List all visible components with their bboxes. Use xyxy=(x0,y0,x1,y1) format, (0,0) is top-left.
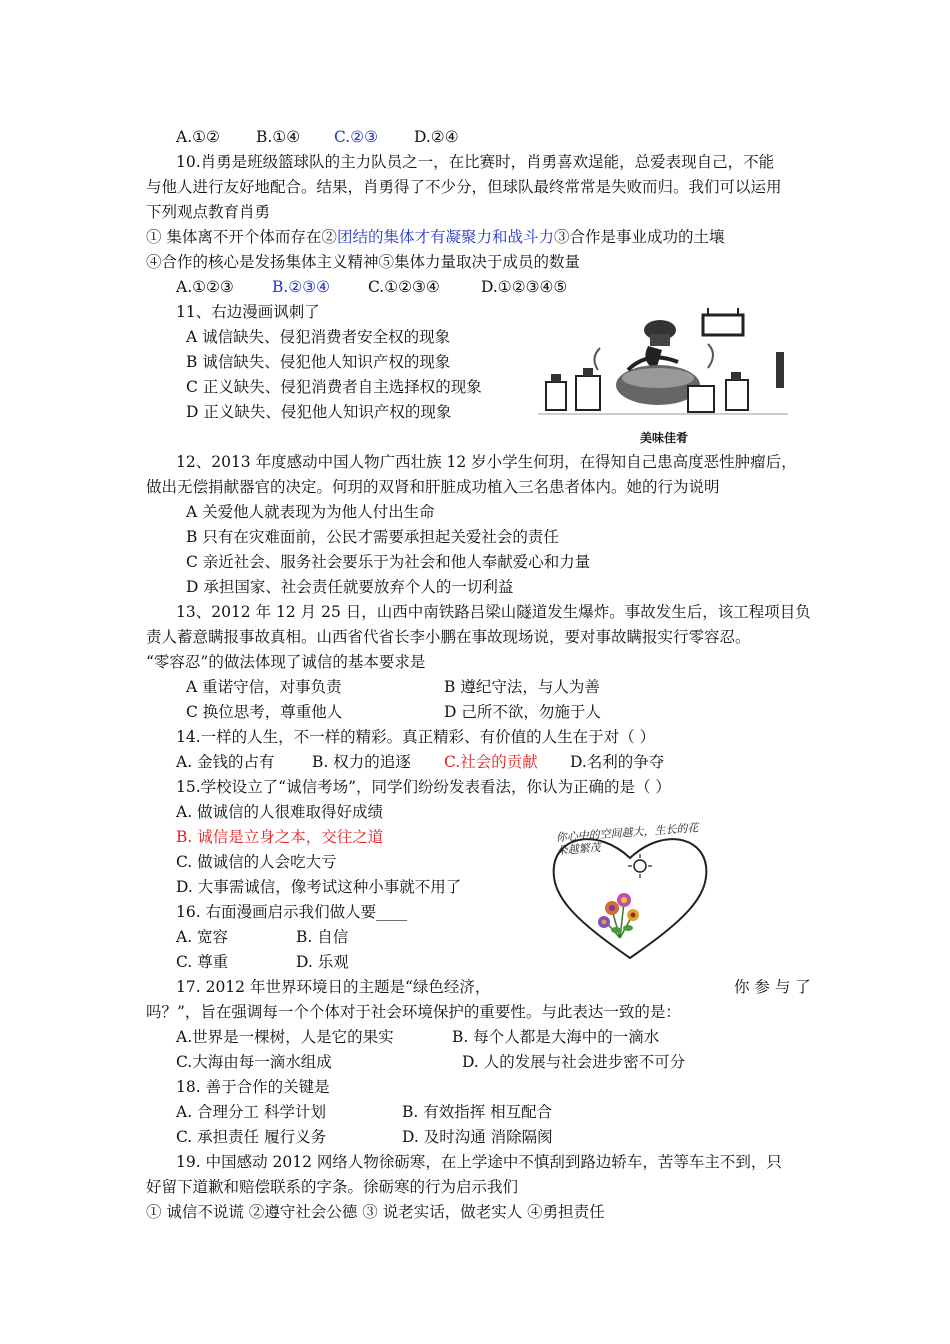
q9-option-b: B.①④ xyxy=(256,128,301,146)
q15-option-c: C. 做诚信的人会吃大亏 xyxy=(176,853,337,871)
q14-option-b: B. 权力的追逐 xyxy=(312,753,411,771)
q15-option-b: B. 诚信是立身之本，交往之道 xyxy=(176,828,384,846)
q17-stem-line1b: 你 参 与 了 xyxy=(734,978,811,996)
q16-cartoon-text: 你心中的空间越大，生长的花朵越繁茂 xyxy=(555,821,699,858)
q12-option-b: B 只有在灾难面前，公民才需要承担起关爱社会的责任 xyxy=(186,528,559,546)
q14-stem: 14.一样的人生，不一样的精彩。真正精彩、有价值的人生在于对（ ） xyxy=(176,728,656,746)
q13-option-c: C 换位思考，尊重他人 xyxy=(186,703,343,721)
q16-option-a: A. 宽容 xyxy=(176,928,229,946)
q12-option-c: C 亲近社会、服务社会要乐于为社会和他人奉献爱心和力量 xyxy=(186,553,591,571)
q19-stem-line2: 好留下道歉和赔偿联系的字条。徐砺寒的行为启示我们 xyxy=(146,1178,519,1196)
q9-option-d: D.②④ xyxy=(414,128,459,146)
q11-cartoon-image xyxy=(538,300,788,425)
q10-statement-3: ③合作是事业成功的土壤 xyxy=(553,228,725,246)
q14-option-c: C.社会的贡献 xyxy=(444,753,538,771)
q10-option-a: A.①②③ xyxy=(176,278,234,296)
q14-option-a: A. 金钱的占有 xyxy=(176,753,275,771)
q11-option-d: D 正义缺失、侵犯他人知识产权的现象 xyxy=(186,403,452,421)
q13-stem-line2: 责人蓄意瞒报事故真相。山西省代省长李小鹏在事故现场说，要对事故瞒报实行零容忍。 xyxy=(146,628,751,646)
q18-stem: 18. 善于合作的关键是 xyxy=(176,1078,330,1096)
q16-answer-blank: ____ xyxy=(376,903,408,921)
q10-option-b: B.②③④ xyxy=(272,278,331,296)
q10-statement-line1 xyxy=(146,227,724,247)
q17-stem-line2: 吗？”，旨在强调每一个个体对于社会环境保护的重要性。与此表达一致的是： xyxy=(146,1003,681,1021)
q12-option-d: D 承担国家、社会责任就要放弃个人的一切利益 xyxy=(186,578,514,596)
q10-statement-line2: ④合作的核心是发扬集体主义精神⑤集体力量取决于成员的数量 xyxy=(146,253,581,271)
q12-stem-line1: 12、2013 年度感动中国人物广西壮族 12 岁小学生何玥，在得知自己患高度恶性肿瘤后， xyxy=(176,453,797,471)
q10-stem-line3: 下列观点教育肖勇 xyxy=(146,203,271,221)
q18-option-b: B. 有效指挥 相互配合 xyxy=(402,1103,553,1121)
q13-option-a: A 重诺守信，对事负责 xyxy=(186,678,342,696)
q11-option-a: A 诚信缺失、侵犯消费者安全权的现象 xyxy=(186,328,451,346)
q19-stem-line1: 19. 中国感动 2012 网络人物徐砺寒，在上学途中不慎刮到路边轿车，苦等车主不到，只 xyxy=(176,1153,782,1171)
q10-statement-1: ① 集体离不开个体而存在② xyxy=(146,228,337,246)
q10-stem-line2: 与他人进行友好地配合。结果，肖勇得了不少分，但球队最终常常是失败而归。我们可以运用 xyxy=(146,178,782,196)
q10-stem-line1: 10.肖勇是班级篮球队的主力队员之一，在比赛时，肖勇喜欢逞能，总爱表现自己，不能 xyxy=(176,153,775,171)
q13-option-d: D 己所不欲，勿施于人 xyxy=(444,703,601,721)
q15-option-a: A. 做诚信的人很难取得好成绩 xyxy=(176,803,384,821)
q10-option-c: C.①②③④ xyxy=(368,278,440,296)
q12-option-a: A 关爱他人就表现为为他人付出生命 xyxy=(186,503,435,521)
q18-option-c: C. 承担责任 履行义务 xyxy=(176,1128,327,1146)
q11-stem: 11、右边漫画讽刺了 xyxy=(176,303,320,321)
q11-option-c: C 正义缺失、侵犯消费者自主选择权的现象 xyxy=(186,378,482,396)
q11-option-b: B 诚信缺失、侵犯他人知识产权的现象 xyxy=(186,353,451,371)
q9-option-c: C.②③ xyxy=(334,128,379,146)
q10-option-d: D.①②③④⑤ xyxy=(481,278,568,296)
q17-stem-line1a: 17. 2012 年世界环境日的主题是“绿色经济， xyxy=(176,978,491,996)
q13-stem-line1: 13、2012 年 12 月 25 日，山西中南铁路吕梁山隧道发生爆炸。事故发生后，该工程项目负 xyxy=(176,603,811,621)
q18-option-a: A. 合理分工 科学计划 xyxy=(176,1103,326,1121)
q14-option-d: D.名利的争夺 xyxy=(570,753,665,771)
q16-option-c: C. 尊重 xyxy=(176,953,229,971)
q15-stem: 15.学校设立了“诚信考场”，同学们纷纷发表看法，你认为正确的是（ ） xyxy=(176,778,671,796)
q17-option-a: A.世界是一棵树，人是它的果实 xyxy=(176,1028,394,1046)
q19-statements: ① 诚信不说谎 ②遵守社会公德 ③ 说老实话，做老实人 ④勇担责任 xyxy=(146,1203,605,1221)
q13-stem-line3: “零容忍”的做法体现了诚信的基本要求是 xyxy=(146,653,426,671)
q15-option-d: D. 大事需诚信，像考试这种小事就不用了 xyxy=(176,878,462,896)
q16-option-b: B. 自信 xyxy=(296,928,349,946)
q16-stem-text: 16. 右面漫画启示我们做人要 xyxy=(176,903,377,921)
q12-stem-line2: 做出无偿捐献器官的决定。何玥的双肾和肝脏成功植入三名患者体内。她的行为说明 xyxy=(146,478,720,496)
q10-statement-2: 团结的集体才有凝聚力和战斗力 xyxy=(336,228,554,246)
q18-option-d: D. 及时沟通 消除隔阂 xyxy=(402,1128,553,1146)
q11-cartoon-caption: 美味佳肴 xyxy=(640,431,689,445)
q17-option-d: D. 人的发展与社会进步密不可分 xyxy=(462,1053,686,1071)
q17-option-c: C.大海由每一滴水组成 xyxy=(176,1053,332,1071)
q9-option-a: A.①② xyxy=(176,128,220,146)
q13-option-b: B 遵纪守法，与人为善 xyxy=(444,678,600,696)
q17-option-b: B. 每个人都是大海中的一滴水 xyxy=(452,1028,660,1046)
q16-option-d: D. 乐观 xyxy=(296,953,349,971)
q16-stem xyxy=(176,902,407,922)
